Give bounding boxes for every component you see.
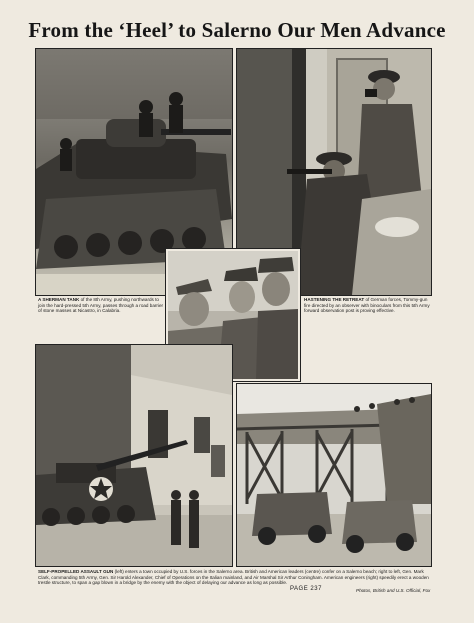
assault-gun-photo <box>35 344 233 567</box>
retreat-caption-lead: HASTENING THE RETREAT <box>304 297 365 302</box>
tank-caption-text: of the 8th Army, pushing northwards to join the hard-pressed 5th Army, passes through a road barrier of stone masses at Nicastro, in Calabria. <box>38 297 164 314</box>
page-number: PAGE 237 <box>290 586 322 592</box>
bridge-vehicles-photo <box>236 383 432 567</box>
bottom-caption-text: (left) enters a town occupied by U.S. forces in the Salerno area. British and American leaders (centre) confer on a Salerno beach; right to left, Gen. Mark Clark, commanding 5th Army, Gen. Sir Harold Alexander, Chief of Operations on the Italian mainland, and Air Marshal Sir Arthur Coningham. American engineers (right) speedily erect a wooden trestle structure, to span a gap blown in a bridge by the enemy with the object of delaying our advance as long as possible. <box>38 569 429 586</box>
tank-caption-lead: A SHERMAN TANK <box>38 297 80 302</box>
retreat-caption-text: of German forces, Tommy-gun fire directed by an observer with binoculars from this 5th Army forward observation post is proving effective. <box>304 297 430 314</box>
retreat-caption <box>304 297 432 314</box>
tank-caption <box>38 297 166 314</box>
page-headline: From the ‘Heel’ to Salerno Our Men Advance <box>28 18 446 42</box>
bottom-caption <box>38 569 434 586</box>
photo-credit: Photos, British and U.S. Official, Fox <box>356 588 431 593</box>
bottom-caption-lead: SELF-PROPELLED ASSAULT GUN <box>38 569 114 574</box>
